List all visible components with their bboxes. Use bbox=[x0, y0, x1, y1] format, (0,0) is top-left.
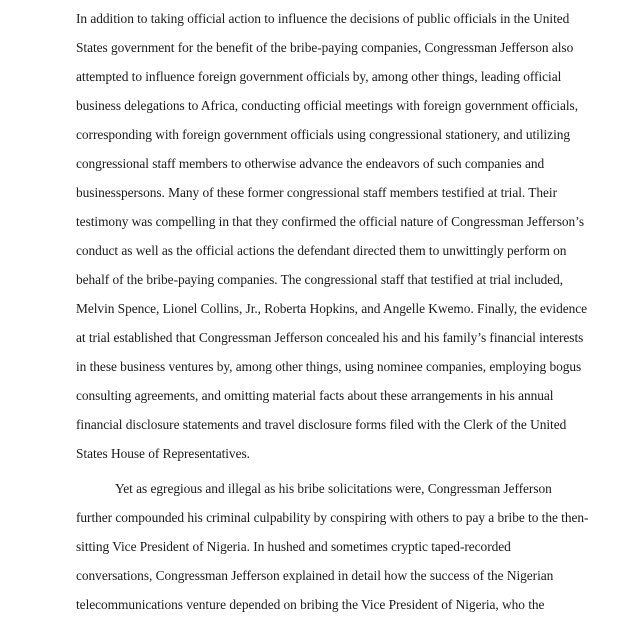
text-line: States House of Representatives. bbox=[76, 446, 250, 461]
text-line: testimony was compelling in that they confirmed the official nature of Congressman Jefferson’s bbox=[76, 214, 584, 229]
text-line: behalf of the bribe-paying companies. The congressional staff that testified at trial included, bbox=[76, 272, 564, 287]
text-line: Yet as egregious and illegal as his bribe solicitations were, Congressman Jefferson bbox=[115, 481, 552, 496]
text-line: telecommunications venture depended on bribing the Vice President of Nigeria, who the bbox=[76, 597, 545, 612]
text-line: at trial established that Congressman Jefferson concealed his and his family’s financial interests bbox=[76, 330, 584, 345]
text-line: attempted to influence foreign government officials by, among other things, leading official bbox=[76, 69, 562, 84]
text-line: business delegations to Africa, conducting official meetings with foreign government officials, bbox=[76, 98, 578, 113]
text-line: further compounded his criminal culpability by conspiring with others to pay a bribe to the then- bbox=[76, 510, 589, 525]
text-line: sitting Vice President of Nigeria. In hushed and sometimes cryptic taped-recorded bbox=[76, 539, 511, 554]
text-line: corresponding with foreign government officials using congressional stationery, and utilizing bbox=[76, 127, 571, 142]
text-line: conduct as well as the official actions the defendant directed them to unwittingly perform on bbox=[76, 243, 567, 258]
text-line: conversations, Congressman Jefferson explained in detail how the success of the Nigerian bbox=[76, 568, 554, 583]
text-line: Melvin Spence, Lionel Collins, Jr., Roberta Hopkins, and Angelle Kwemo. Finally, the evidence bbox=[76, 301, 588, 316]
text-line: in these business ventures by, among other things, using nominee companies, employing bogus bbox=[76, 359, 582, 374]
text-line: businesspersons. Many of these former congressional staff members testified at trial. Their bbox=[76, 185, 557, 200]
text-line: financial disclosure statements and travel disclosure forms filed with the Clerk of the United bbox=[76, 417, 567, 432]
text-line: congressional staff members to otherwise advance the endeavors of such companies and bbox=[76, 156, 545, 171]
text-line: consulting agreements, and omitting material facts about these arrangements in his annual bbox=[76, 388, 554, 403]
text-line: States government for the benefit of the bribe-paying companies, Congressman Jefferson also bbox=[76, 40, 574, 55]
text-line: In addition to taking official action to influence the decisions of public officials in the United bbox=[76, 11, 570, 26]
